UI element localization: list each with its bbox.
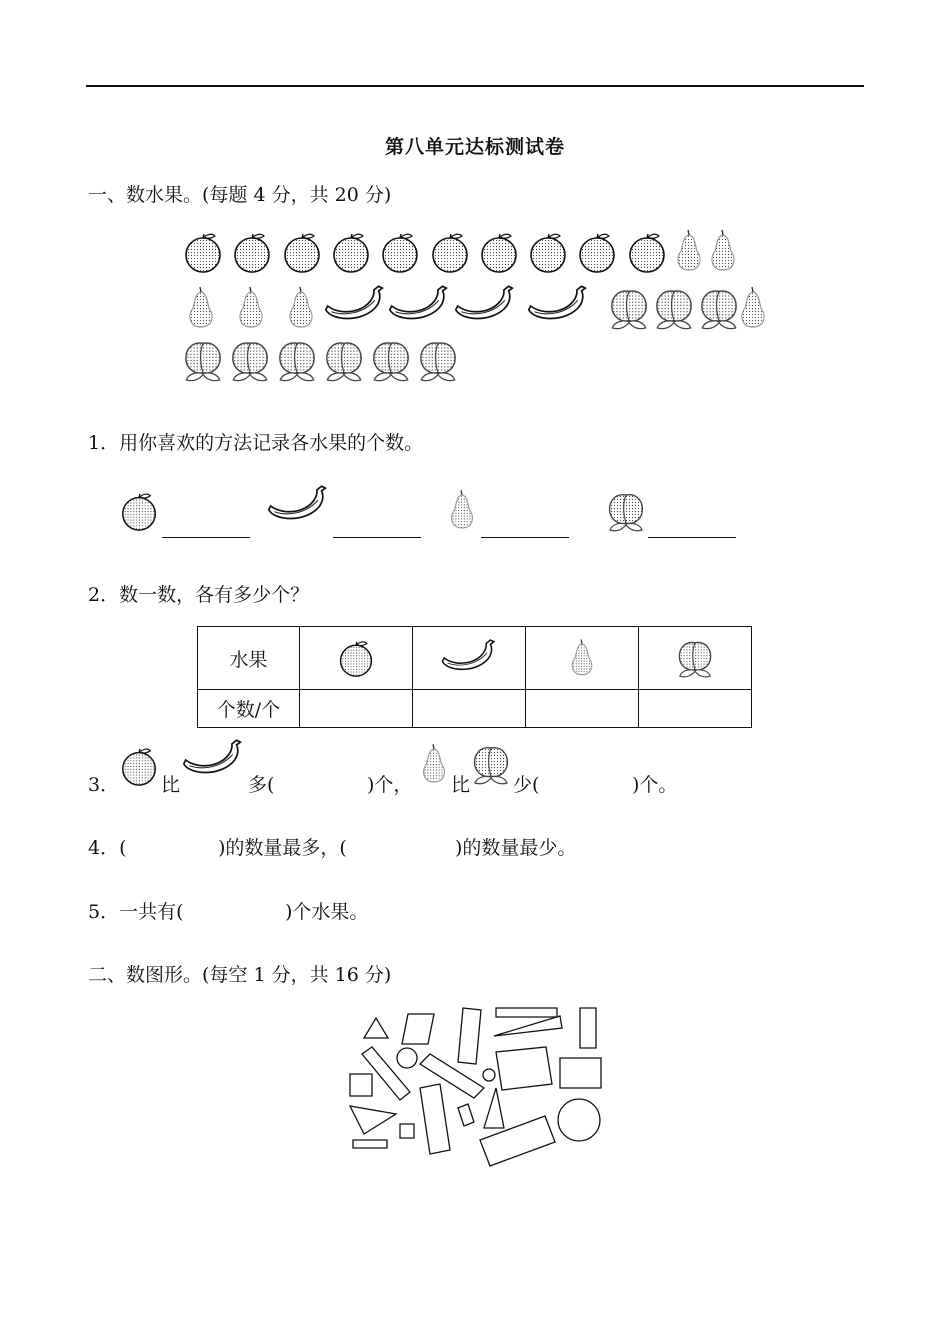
peach-icon [469, 740, 513, 788]
pear-icon [706, 228, 740, 274]
pear-icon [418, 740, 450, 788]
banana-icon [180, 733, 246, 787]
peach-icon [674, 636, 716, 680]
question-3-bi-2: 比 [451, 774, 471, 796]
triangle-shape [494, 1016, 562, 1036]
circle-shape [558, 1099, 600, 1141]
triangle-shape [364, 1018, 388, 1038]
question-3-bi-1: 比 [161, 774, 181, 796]
question-5-part-2: )个水果。 [285, 901, 369, 923]
banana-icon [386, 280, 452, 332]
shapes-figure [340, 1000, 610, 1170]
orange-icon [118, 490, 160, 532]
square-shape [400, 1124, 414, 1138]
circle-shape [397, 1048, 417, 1068]
rectangle-shape [496, 1008, 557, 1017]
pear-icon [567, 636, 597, 680]
rectangle-shape [580, 1008, 596, 1048]
orange-icon [625, 230, 669, 274]
orange-count-blank[interactable] [162, 537, 250, 538]
peach-count-cell[interactable] [639, 690, 752, 728]
fruit-count-table [197, 626, 752, 728]
orange-icon [336, 638, 376, 678]
question-3-duo: 多( [248, 774, 275, 796]
section1-heading: 一、数水果。(每题 4 分，共 20 分) [88, 184, 392, 206]
pear-icon [284, 284, 318, 332]
orange-icon [181, 230, 225, 274]
pear-count-cell[interactable] [526, 690, 639, 728]
orange-icon [280, 230, 324, 274]
table-header-count: 个数/个 [198, 690, 300, 728]
question-4-part-2: )的数量最多，( [218, 837, 347, 859]
orange-icon [118, 744, 160, 788]
question-2: 2．数一数，各有多少个？ [88, 584, 310, 606]
pear-count-blank[interactable] [481, 537, 569, 538]
question-5-part-1: 5．一共有( [88, 901, 184, 923]
question-3-shao: 少( [513, 774, 540, 796]
banana-icon [452, 280, 518, 332]
orange-icon [526, 230, 570, 274]
table-header-fruit: 水果 [198, 627, 300, 690]
orange-icon [428, 230, 472, 274]
question-3-ge-1: )个， [367, 774, 413, 796]
orange-icon [329, 230, 373, 274]
table-cell-orange [300, 627, 413, 690]
table-cell-pear [526, 627, 639, 690]
rectangle-shape [420, 1054, 484, 1098]
table-cell-banana [413, 627, 526, 690]
question-4-part-3: )的数量最少。 [455, 837, 577, 859]
banana-icon [439, 636, 499, 680]
question-1: 1．用你喜欢的方法记录各水果的个数。 [88, 432, 424, 454]
banana-icon [525, 280, 591, 332]
question-4-part-1: 4．( [88, 837, 127, 859]
peach-icon [321, 336, 367, 384]
square-shape [350, 1074, 372, 1096]
banana-count-cell[interactable] [413, 690, 526, 728]
pear-icon [446, 487, 478, 533]
peach-icon [415, 336, 461, 384]
rectangle-shape [458, 1008, 481, 1064]
square-shape [458, 1104, 474, 1126]
parallelogram-shape [496, 1047, 552, 1090]
page-title: 第八单元达标测试卷 [384, 136, 565, 158]
square-shape [560, 1058, 601, 1088]
banana-icon [322, 280, 388, 332]
orange-icon [230, 230, 274, 274]
question-3-ge-2: )个。 [632, 774, 678, 796]
peach-icon [368, 336, 414, 384]
peach-count-blank[interactable] [648, 537, 736, 538]
header-rule [86, 85, 864, 87]
section2-heading: 二、数图形。(每空 1 分，共 16 分) [88, 964, 392, 986]
peach-icon [274, 336, 320, 384]
circle-shape [483, 1069, 495, 1081]
rectangle-shape [420, 1084, 450, 1154]
pear-icon [234, 284, 268, 332]
peach-icon [604, 488, 648, 534]
orange-icon [378, 230, 422, 274]
rectangle-shape [480, 1116, 555, 1166]
peach-icon [227, 336, 273, 384]
peach-icon [651, 284, 697, 332]
banana-icon [265, 480, 331, 532]
rectangle-shape [353, 1140, 387, 1148]
banana-count-blank[interactable] [333, 537, 421, 538]
pear-icon [184, 284, 218, 332]
triangle-shape [350, 1106, 396, 1134]
parallelogram-shape [402, 1014, 434, 1044]
question-3-number: 3． [88, 774, 120, 796]
orange-icon [575, 230, 619, 274]
peach-icon [180, 336, 226, 384]
orange-icon [477, 230, 521, 274]
peach-icon [606, 284, 652, 332]
orange-count-cell[interactable] [300, 690, 413, 728]
table-cell-peach [639, 627, 752, 690]
pear-icon [736, 284, 770, 332]
pear-icon [672, 228, 706, 274]
triangle-shape [484, 1088, 504, 1128]
